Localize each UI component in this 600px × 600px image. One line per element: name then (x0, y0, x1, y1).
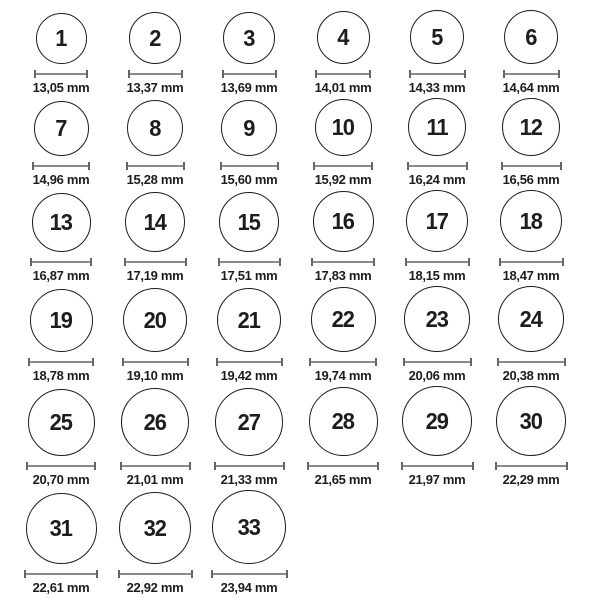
diameter-label: 14,96 mm (32, 172, 90, 187)
diameter-label: 19,10 mm (126, 368, 184, 383)
diameter-measure-line (405, 258, 470, 266)
diameter-measure-line (120, 462, 191, 470)
ring-size-cell (296, 286, 390, 383)
ring-circle (410, 10, 464, 64)
diameter-label: 13,37 mm (126, 80, 184, 95)
ring-size-number: 12 (519, 113, 543, 140)
ring-circle (313, 191, 374, 252)
ring-circle (125, 192, 185, 252)
ring-size-number: 4 (337, 24, 349, 50)
ring-size-cell (296, 98, 390, 187)
ring-size-number: 32 (143, 514, 167, 541)
diameter-label: 19,42 mm (220, 368, 278, 383)
diameter-label: 17,19 mm (126, 268, 184, 283)
ring-size-number: 13 (49, 209, 73, 235)
ring-circle (121, 388, 189, 456)
diameter-measure-line (409, 70, 466, 78)
ring-size-cell (390, 286, 484, 383)
ring-size-cell (390, 386, 484, 487)
ring-size-cell (108, 490, 202, 595)
ring-size-cell (108, 286, 202, 383)
ring-size-number: 30 (519, 407, 543, 434)
diameter-label: 18,47 mm (502, 268, 560, 283)
ring-size-cell (14, 190, 108, 283)
ring-size-number: 21 (237, 306, 261, 333)
ring-size-cell (14, 286, 108, 383)
diameter-measure-line (128, 70, 183, 78)
ring-size-cell (108, 98, 202, 187)
ring-circle (496, 386, 566, 456)
ring-circle (28, 389, 95, 456)
diameter-measure-line (26, 462, 96, 470)
ring-circle (217, 288, 281, 352)
ring-size-number: 26 (143, 408, 167, 435)
ring-circle (311, 287, 376, 352)
ring-size-number: 16 (331, 208, 355, 234)
diameter-measure-line (313, 162, 373, 170)
ring-size-number: 25 (49, 409, 73, 435)
ring-circle (406, 190, 468, 252)
diameter-measure-line (216, 358, 283, 366)
ring-size-number: 1 (55, 25, 67, 51)
diameter-measure-line (307, 462, 379, 470)
ring-size-number: 9 (243, 114, 255, 141)
ring-circle (119, 492, 191, 564)
ring-size-cell (14, 98, 108, 187)
ring-size-number: 23 (425, 305, 449, 332)
ring-circle (30, 289, 93, 352)
ring-size-cell (202, 10, 296, 95)
ring-size-number: 28 (331, 408, 355, 434)
diameter-label: 21,97 mm (408, 472, 466, 487)
diameter-label: 15,92 mm (314, 172, 372, 187)
ring-size-row (14, 10, 582, 95)
diameter-measure-line (30, 258, 92, 266)
ring-size-row (14, 190, 582, 283)
ring-size-number: 31 (49, 515, 73, 541)
ring-size-row (14, 386, 582, 487)
diameter-measure-line (407, 162, 468, 170)
ring-circle (309, 387, 378, 456)
ring-size-number: 24 (519, 305, 543, 332)
diameter-measure-line (124, 258, 187, 266)
ring-size-cell (14, 10, 108, 95)
ring-size-cell (484, 190, 578, 283)
ring-circle (498, 286, 564, 352)
ring-size-number: 20 (143, 306, 167, 333)
diameter-measure-line (34, 70, 88, 78)
diameter-measure-line (497, 358, 566, 366)
diameter-measure-line (211, 570, 288, 578)
ring-size-row (14, 98, 582, 187)
diameter-measure-line (32, 162, 90, 170)
diameter-measure-line (218, 258, 281, 266)
ring-size-cell (14, 490, 108, 595)
ring-size-cell (108, 190, 202, 283)
diameter-measure-line (309, 358, 377, 366)
ring-circle (315, 99, 372, 156)
ring-size-number: 29 (425, 407, 449, 434)
diameter-label: 22,29 mm (502, 472, 560, 487)
diameter-measure-line (495, 462, 568, 470)
diameter-label: 20,06 mm (408, 368, 466, 383)
diameter-measure-line (401, 462, 474, 470)
diameter-label: 23,94 mm (220, 580, 278, 595)
diameter-label: 16,24 mm (408, 172, 466, 187)
ring-size-cell (390, 10, 484, 95)
ring-size-number: 3 (243, 24, 255, 51)
ring-size-number: 2 (149, 24, 161, 51)
diameter-measure-line (118, 570, 193, 578)
ring-size-cell (296, 10, 390, 95)
ring-size-number: 19 (49, 307, 73, 333)
ring-circle (32, 193, 91, 252)
ring-size-number: 11 (426, 113, 448, 140)
ring-size-number: 6 (525, 23, 537, 50)
diameter-label: 19,74 mm (314, 368, 372, 383)
ring-size-cell (390, 98, 484, 187)
diameter-label: 13,69 mm (220, 80, 278, 95)
ring-circle (212, 490, 286, 564)
diameter-label: 20,70 mm (32, 472, 90, 487)
diameter-measure-line (222, 70, 277, 78)
ring-size-cell (14, 386, 108, 487)
ring-size-number: 18 (519, 207, 543, 234)
diameter-label: 17,83 mm (314, 268, 372, 283)
ring-size-row (14, 490, 582, 595)
diameter-label: 13,05 mm (32, 80, 90, 95)
diameter-label: 14,64 mm (502, 80, 560, 95)
diameter-measure-line (315, 70, 371, 78)
diameter-label: 21,01 mm (126, 472, 184, 487)
diameter-measure-line (499, 258, 564, 266)
ring-size-cell (202, 98, 296, 187)
ring-circle (502, 98, 560, 156)
ring-circle (500, 190, 562, 252)
ring-size-number: 5 (431, 23, 443, 50)
ring-circle (215, 388, 283, 456)
ring-circle (26, 493, 97, 564)
ring-circle (219, 192, 279, 252)
ring-size-cell (484, 10, 578, 95)
diameter-label: 14,33 mm (408, 80, 466, 95)
ring-size-cell (484, 286, 578, 383)
ring-size-number: 27 (237, 408, 261, 435)
ring-circle (402, 386, 472, 456)
diameter-measure-line (24, 570, 98, 578)
ring-size-cell (202, 490, 296, 595)
diameter-label: 15,60 mm (220, 172, 278, 187)
ring-size-number: 33 (237, 513, 261, 540)
ring-size-cell (484, 386, 578, 487)
ring-circle (34, 101, 89, 156)
ring-size-cell (390, 190, 484, 283)
ring-circle (123, 288, 187, 352)
ring-size-number: 15 (237, 208, 261, 235)
ring-size-cell (202, 286, 296, 383)
ring-circle (404, 286, 470, 352)
diameter-measure-line (220, 162, 279, 170)
ring-size-cell (296, 190, 390, 283)
diameter-measure-line (403, 358, 472, 366)
ring-size-cell (202, 190, 296, 283)
ring-size-cell (108, 386, 202, 487)
ring-size-number: 17 (425, 207, 449, 234)
diameter-label: 14,01 mm (314, 80, 372, 95)
ring-circle (129, 12, 181, 64)
diameter-measure-line (503, 70, 560, 78)
diameter-measure-line (122, 358, 189, 366)
ring-circle (127, 100, 183, 156)
ring-size-number: 8 (149, 114, 161, 141)
diameter-label: 16,56 mm (502, 172, 560, 187)
diameter-measure-line (28, 358, 94, 366)
ring-size-cell (108, 10, 202, 95)
ring-circle (408, 98, 466, 156)
diameter-label: 18,15 mm (408, 268, 466, 283)
ring-circle (221, 100, 277, 156)
ring-size-number: 10 (331, 114, 355, 140)
diameter-measure-line (126, 162, 185, 170)
ring-circle (504, 10, 558, 64)
diameter-label: 17,51 mm (220, 268, 278, 283)
ring-circle (223, 12, 275, 64)
ring-circle (36, 13, 87, 64)
diameter-label: 22,92 mm (126, 580, 184, 595)
ring-size-number: 22 (331, 306, 355, 332)
ring-size-cell (202, 386, 296, 487)
ring-size-cell (484, 98, 578, 187)
ring-circle (317, 11, 370, 64)
diameter-measure-line (214, 462, 285, 470)
diameter-label: 16,87 mm (32, 268, 90, 283)
diameter-measure-line (501, 162, 562, 170)
ring-size-cell (296, 386, 390, 487)
diameter-label: 20,38 mm (502, 368, 560, 383)
ring-size-row (14, 286, 582, 383)
diameter-label: 18,78 mm (32, 368, 90, 383)
ring-size-number: 14 (143, 208, 167, 235)
diameter-measure-line (311, 258, 375, 266)
diameter-label: 15,28 mm (126, 172, 184, 187)
diameter-label: 22,61 mm (32, 580, 90, 595)
diameter-label: 21,65 mm (314, 472, 372, 487)
diameter-label: 21,33 mm (220, 472, 278, 487)
ring-size-number: 7 (55, 115, 67, 141)
